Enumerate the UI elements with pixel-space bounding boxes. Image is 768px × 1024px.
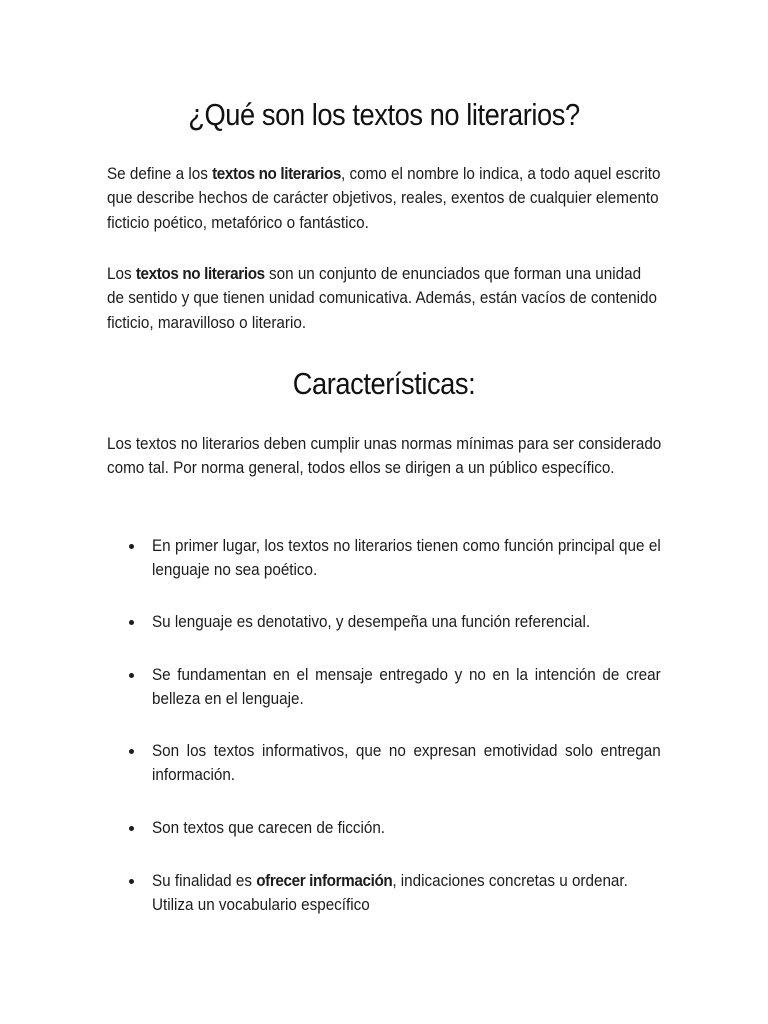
bullet-dot-icon (129, 620, 134, 625)
definition-paragraph-text-start: Los (107, 265, 136, 283)
list-item-text: Son textos que carecen de ficción. (152, 819, 386, 837)
bullet-dot-icon (129, 826, 134, 831)
intro-paragraph (107, 162, 661, 235)
list-item-text-start: Su finalidad es (152, 872, 257, 890)
bullet-dot-icon (129, 544, 134, 549)
page-title: ¿Qué son los textos no literarios? (188, 97, 580, 132)
section-title: Características: (292, 366, 476, 401)
definition-paragraph-text-end: son un conjunto de enunciados que forman una unidad de sentido y que tienen unidad comunicativa. Además, están vacíos de contenido ficticio, maravilloso o literario. (107, 265, 657, 332)
bullet-dot-icon (129, 673, 134, 678)
list-item-text: Son los textos informativos, que no expresan emotividad solo entregan información. (152, 742, 661, 785)
list-item-text-end: , indicaciones concretas u ordenar. Utiliza un vocabulario específico (152, 872, 628, 915)
intro-paragraph-bold: textos no literarios (212, 165, 342, 183)
list-item-text: Su lenguaje es denotativo, y desempeña una función referencial. (152, 613, 591, 631)
list-item-bold: ofrecer información (256, 872, 393, 890)
bullet-dot-icon (129, 879, 134, 884)
characteristics-intro-paragraph: Los textos no literarios deben cumplir unas normas mínimas para ser considerado como tal. Por norma general, todos ellos se dirigen a un público específico. (107, 435, 662, 478)
bullet-dot-icon (129, 749, 134, 754)
definition-paragraph (107, 262, 661, 335)
intro-paragraph-text-end: , como el nombre lo indica, a todo aquel escrito que describe hechos de carácter objetivos, reales, exentos de cualquier elemento ficticio poético, metafórico o fantástico. (107, 165, 661, 232)
list-item-text (152, 869, 661, 918)
list-item-text: En primer lugar, los textos no literarios tienen como función principal que el lenguaje no sea poético. (152, 537, 661, 580)
definition-paragraph-bold: textos no literarios (135, 265, 265, 283)
intro-paragraph-text-start: Se define a los (107, 165, 213, 183)
list-item-text: Se fundamentan en el mensaje entregado y no en la intención de crear belleza en el lenguaje. (152, 666, 661, 709)
